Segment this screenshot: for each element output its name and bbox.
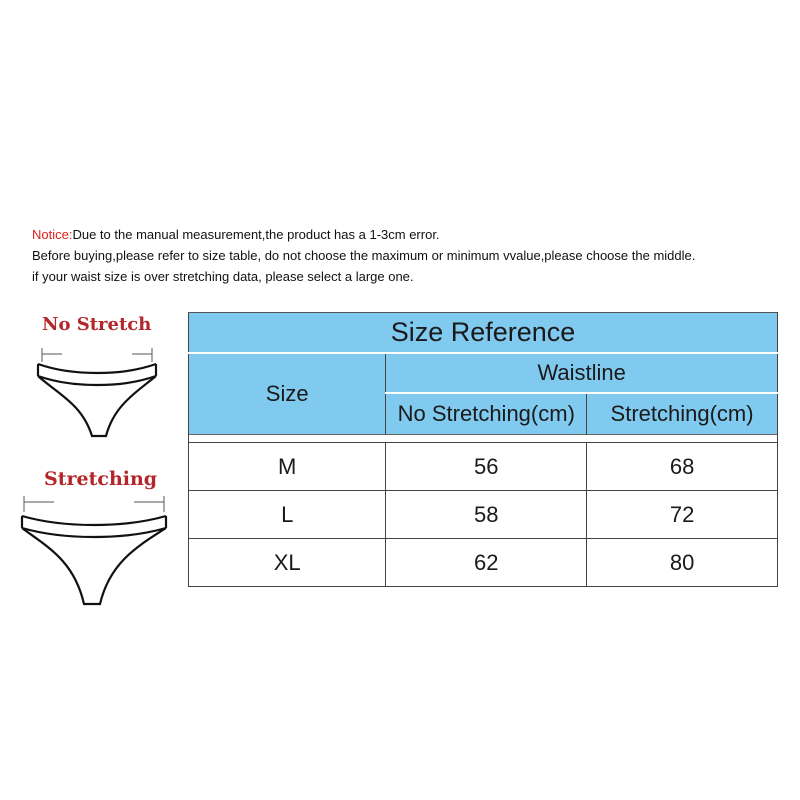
no-stretching-header: No Stretching(cm) [386, 393, 587, 435]
stretch-cell: 68 [587, 443, 778, 491]
notice-block [32, 224, 792, 287]
size-cell: M [189, 443, 386, 491]
table-row [189, 443, 778, 491]
notice-line-1 [32, 224, 792, 245]
size-reference-table [188, 312, 778, 587]
table-row [189, 491, 778, 539]
no-stretch-underwear-icon [22, 336, 172, 444]
stretching-underwear-icon [14, 488, 174, 612]
size-header: Size [189, 353, 386, 435]
stretching-header: Stretching(cm) [587, 393, 778, 435]
stretch-cell: 72 [587, 491, 778, 539]
notice-line-3: if your waist size is over stretching data, please select a large one. [32, 269, 414, 284]
no-stretch-cell: 56 [386, 443, 587, 491]
table-title: Size Reference [189, 313, 778, 353]
size-cell: XL [189, 539, 386, 587]
stretching-label: Stretching [44, 468, 158, 490]
no-stretch-cell: 62 [386, 539, 587, 587]
size-cell: L [189, 491, 386, 539]
waistline-header: Waistline [386, 353, 778, 393]
notice-line-2: Before buying,please refer to size table, do not choose the maximum or minimum vvalue,please choose the middle. [32, 248, 696, 263]
notice-text-1: Due to the manual measurement,the product has a 1-3cm error. [72, 227, 440, 242]
table-row [189, 539, 778, 587]
no-stretch-label: No Stretch [42, 314, 152, 335]
header-gap [189, 435, 778, 443]
no-stretch-cell: 58 [386, 491, 587, 539]
notice-label: Notice: [32, 227, 73, 242]
stretch-cell: 80 [587, 539, 778, 587]
